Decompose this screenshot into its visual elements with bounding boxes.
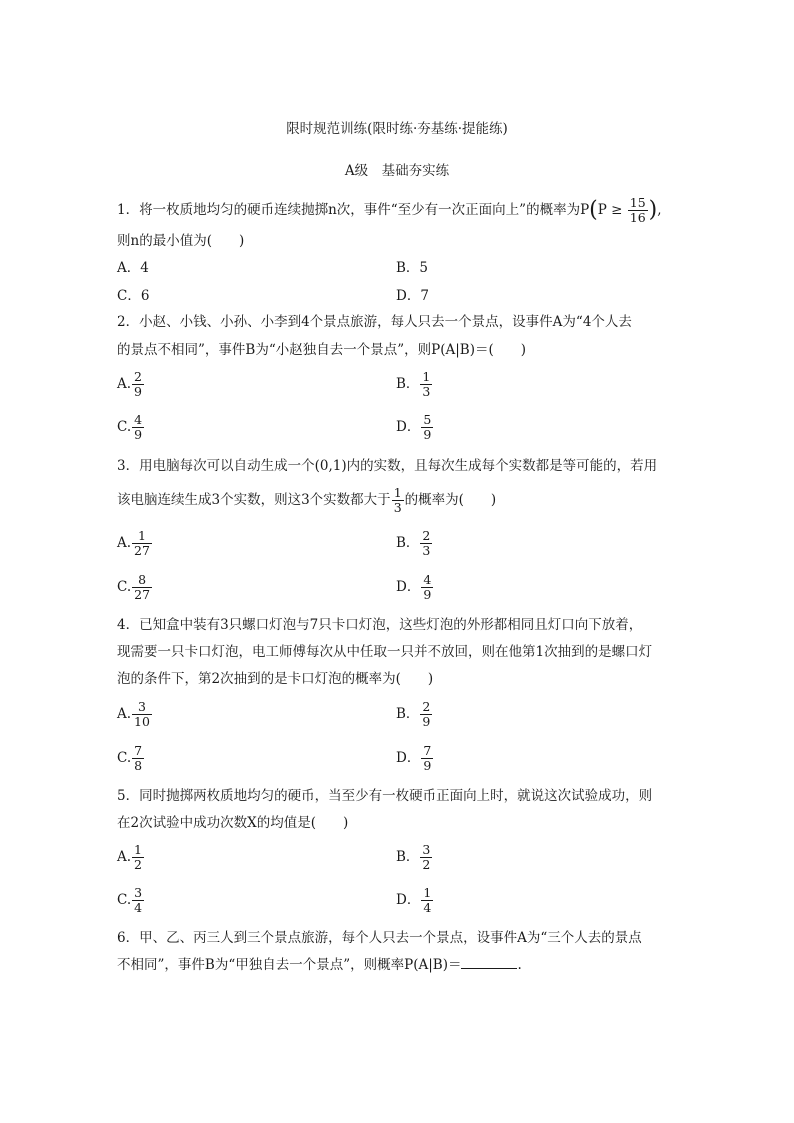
option-label: B． [396, 706, 420, 722]
question-4-option-b[interactable] [396, 700, 433, 729]
question-6-line-1: 6．甲、乙、丙三人到三个景点旅游，每个人只去一个景点，设事件A为“三个人去的景点 [117, 930, 642, 946]
question-5-option-d[interactable] [396, 886, 434, 915]
question-4-option-d[interactable] [396, 744, 434, 773]
fraction [420, 843, 432, 872]
question-4-option-a[interactable] [117, 700, 153, 729]
fraction [421, 886, 433, 915]
question-3-line-2 [117, 486, 683, 515]
question-4-line-2: 现需要一只卡口灯泡，电工师傅每次从中任取一只并不放回，则在他第1次抽到的是螺口灯 [117, 644, 653, 660]
question-2-option-a[interactable] [117, 370, 145, 399]
fraction-denominator: 9 [423, 587, 432, 602]
fraction-denominator: 10 [134, 714, 150, 729]
question-1-option-b[interactable]: B．5 [396, 260, 429, 276]
section-heading: A级 基础夯实练 [344, 163, 450, 179]
fraction-numerator: 1 [422, 369, 431, 384]
question-5-line-1: 5．同时抛掷两枚质地均匀的硬币，当至少有一枚硬币正面向上时，就说这次试验成功，则 [117, 788, 653, 804]
fraction-denominator: 4 [134, 900, 143, 915]
fraction [132, 529, 152, 558]
fraction-numerator: 1 [134, 842, 142, 857]
fraction [420, 370, 432, 399]
fraction-numerator: 1 [393, 485, 402, 500]
fraction-numerator: 3 [134, 885, 143, 900]
question-1-option-d[interactable]: D．7 [396, 288, 429, 304]
fraction-numerator: 2 [422, 528, 431, 543]
fraction-numerator: 7 [134, 743, 143, 758]
question-2-option-b[interactable] [396, 370, 433, 399]
option-label: C. [117, 750, 132, 766]
question-1-condition: P ≥ [597, 202, 623, 218]
question-5-option-b[interactable] [396, 843, 433, 872]
fraction-denominator: 3 [422, 384, 431, 399]
fraction-denominator: 9 [134, 427, 143, 442]
fraction-denominator: 16 [629, 210, 646, 225]
question-1-line-2: 则n的最小值为( ) [117, 233, 245, 249]
question-4-line-3: 泡的条件下，第2次抽到的是卡口灯泡的概率为( ) [117, 671, 434, 687]
question-3-option-b[interactable] [396, 529, 433, 558]
fraction-denominator: 9 [422, 714, 431, 729]
question-6-line-2 [117, 955, 683, 975]
option-label: A. [117, 376, 132, 392]
fraction-denominator: 2 [422, 857, 431, 872]
fraction [132, 744, 144, 773]
option-label: D． [396, 892, 421, 908]
fraction-denominator: 2 [134, 857, 142, 872]
question-3-option-d[interactable] [396, 573, 434, 602]
question-3-option-c[interactable] [117, 573, 153, 602]
fraction [421, 744, 433, 773]
fraction-numerator: 1 [423, 885, 432, 900]
open-paren: ( [589, 197, 598, 223]
fraction-numerator: 5 [423, 412, 432, 427]
question-5-option-c[interactable] [117, 886, 145, 915]
option-label: C. [117, 419, 132, 435]
option-label: D． [396, 419, 421, 435]
question-2-option-c[interactable] [117, 413, 145, 442]
question-2-line-2: 的景点不相同”，事件B为“小赵独自去一个景点”，则P(A|B)＝( ) [117, 342, 526, 358]
fraction [132, 413, 144, 442]
close-paren: ) [648, 197, 658, 223]
page-title: 限时规范训练(限时练·夯基练·提能练) [286, 121, 508, 137]
question-3-option-a[interactable] [117, 529, 153, 558]
fraction-numerator: 4 [423, 572, 432, 587]
option-label: B． [396, 535, 420, 551]
option-label: C. [117, 892, 132, 908]
option-label: A. [117, 535, 132, 551]
fraction-numerator: 8 [132, 573, 152, 588]
fraction [392, 486, 404, 515]
fraction-numerator: 7 [423, 743, 432, 758]
fraction-denominator: 9 [134, 384, 142, 399]
fraction-numerator: 2 [134, 369, 142, 384]
question-3-text: 该电脑连续生成3个实数，则这3个实数都大于 [117, 492, 391, 508]
question-6-text-end: . [517, 957, 522, 973]
option-label: A. [117, 849, 132, 865]
fraction-denominator: 9 [423, 427, 432, 442]
fraction-denominator: 3 [393, 500, 402, 515]
fraction [132, 700, 152, 729]
answer-blank[interactable] [461, 956, 517, 969]
question-4-line-1: 4．已知盒中装有3只螺口灯泡与7只卡口灯泡，这些灯泡的外形都相同且灯口向下放着， [117, 617, 643, 633]
fraction [420, 529, 432, 558]
fraction [420, 700, 432, 729]
question-6-text: 不相同”，事件B为“甲独自去一个景点”，则概率P(A|B)＝ [117, 957, 462, 973]
fraction-numerator: 2 [422, 699, 431, 714]
fraction-denominator: 4 [423, 900, 432, 915]
fraction-numerator: 3 [422, 842, 431, 857]
fraction-denominator: 8 [134, 758, 143, 773]
fraction-denominator: 3 [422, 543, 431, 558]
option-label: D． [396, 750, 421, 766]
question-1-line-1: 1．将一枚质地均匀的硬币连续抛掷n次，事件“至少有一次正面向上”的概率为P(P ≥ $\frac{15}{16}$ ), [117, 195, 662, 225]
fraction-numerator: 1 [132, 529, 152, 544]
question-1-option-c[interactable]: C．6 [117, 288, 150, 304]
fraction [132, 370, 144, 399]
fraction-denominator: 27 [134, 543, 150, 558]
fraction-numerator: 3 [132, 700, 152, 715]
question-5-option-a[interactable] [117, 843, 145, 872]
question-1-text: 1．将一枚质地均匀的硬币连续抛掷n次，事件“至少有一次正面向上”的概率为P [117, 202, 590, 218]
option-label: B． [396, 849, 420, 865]
fraction [421, 573, 433, 602]
option-label: D． [396, 579, 421, 595]
question-2-option-d[interactable] [396, 413, 434, 442]
fraction [628, 196, 648, 225]
fraction-numerator: 4 [134, 412, 143, 427]
fraction [132, 843, 144, 872]
question-4-option-c[interactable] [117, 744, 145, 773]
question-3-line-1: 3．用电脑每次可以自动生成一个(0,1)内的实数，且每次生成每个实数都是等可能的，若用 [117, 458, 658, 474]
fraction-numerator: 15 [629, 195, 646, 210]
question-5-line-2: 在2次试验中成功次数X的均值是( ) [117, 815, 349, 831]
option-label: C. [117, 579, 132, 595]
fraction [421, 413, 433, 442]
option-label: A. [117, 706, 132, 722]
fraction [132, 886, 144, 915]
fraction [132, 573, 152, 602]
fraction-denominator: 9 [423, 758, 432, 773]
question-2-line-1: 2．小赵、小钱、小孙、小李到4个景点旅游，每人只去一个景点，设事件A为“4个人去 [117, 314, 632, 330]
question-3-text-end: 的概率为( ) [404, 492, 497, 508]
fraction-denominator: 27 [134, 587, 151, 602]
option-label: B． [396, 376, 420, 392]
question-1-option-a[interactable]: A．4 [117, 260, 149, 276]
